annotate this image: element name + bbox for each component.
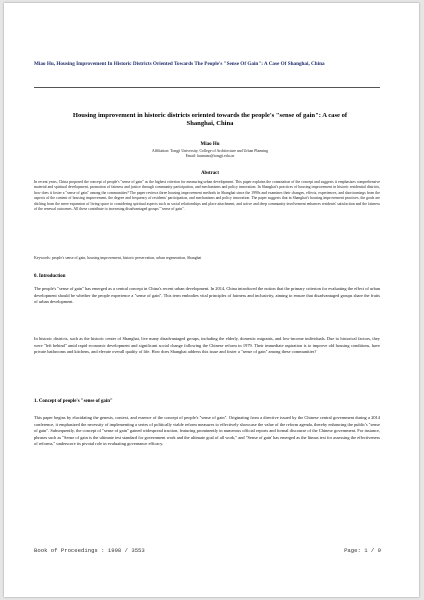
document-page (4, 3, 419, 597)
section-heading-concept: 1. Concept of people's "sense of gain" (34, 399, 113, 404)
author-email: Email: huamiao@tongji.edu.cn (185, 154, 235, 158)
keywords: Keywords: people's sense of gain, housing improvement, historic preservation, urban regeneration, Shanghai (34, 256, 202, 260)
footer-proceedings: Book of Proceedings : 1998 / 3553 (34, 547, 145, 554)
abstract-heading: Abstract (201, 171, 219, 176)
author-affiliation: Affiliation: Tongji University, College of Architecture and Urban Planning (151, 149, 269, 153)
header-rule (34, 87, 380, 88)
paragraph: The people's "sense of gain" has emerged as a central concept in China's recent urban development. In 2014, China introduced the notion that the primary criterion for evaluating the effect of urban development should be whether the people experience a "sense of gain". This term embodies vital principles of fairness and inclusivity, aiming to ensure that disadvantaged groups share the fruits of urban development. (34, 286, 380, 304)
running-header: Miao Hu, Housing Improvement In Historic Districts Oriented Towards The People's "Sense Of Gain": A Case Of Shanghai, China (34, 61, 325, 67)
abstract-text: In recent years, China proposed the concept of people's "sense of gain" as the highest criterion for measuring urban development. This paper explains the connotation of the concept and suggests it emphasizes comprehensive material and spiritual development, promotion of fairness and justice through community participation, and mechanisms and policy innovation. In Shanghai's practices of housing improvement in historic residential districts, how does it foster a "sense of gain" among the communities? The paper reviews three housing improvement methods in Shanghai since the 1990s and examines their changes, effects, experiences, and shortcomings from the aspects of the content of housing improvement, the degree and frequency of residents' participation, and mechanisms and policy innovation. The paper suggests that in Shanghai's housing improvement practices, the goals are shifting from the mere expansion of living space to considering spiritual aspects such as social relationships and place attachment, and active and deep community involvement enhances residents' satisfaction and the fairness of the renewal outcomes. All these contribute to increasing disadvantaged groups' "sense of gain". (34, 180, 380, 212)
author-name: Miao Hu (200, 142, 220, 147)
paragraph: This paper begins by elucidating the genesis, context, and essence of the concept of people's "sense of gain". Originating from a directive issued by the Chinese central government during a 2014 conference, it emphasized the necessity of implementing a series of politically viable reform measures to effectively showcase the value of the reform agenda, thereby enhancing the public's "sense of gain". Subsequently, the concept of "sense of gain" gained widespread traction, featuring prominently in numerous official reports and formal discourse of the Chinese government. For instance, phrases such as "Sense of gain is the ultimate test standard for government work and the ultimate goal of all work," and "Sense of gain' has emerged as the litmus test for assessing the effectiveness of reforms," underscore its pivotal role in evaluating governance efficacy. (34, 415, 380, 446)
section-heading-introduction: 0. Introduction (34, 274, 66, 279)
footer-page-number: Page: 1 / 9 (344, 547, 381, 554)
paper-title: Housing improvement in historic districts oriented towards the people's "sense of gain": A case of Shanghai, China (72, 112, 348, 128)
paragraph: In historic districts, such as the historic center of Shanghai, live many disadvantaged groups, including the elderly, domestic migrants, and low-income individuals. Due to historical factors, they were "left behind" amid rapid economic development and significant social change following the Chinese reform in 1979. Their immediate aspiration is to improve old housing conditions, have private bathrooms and kitchens, and elevate overall quality of life. How does Shanghai address this issue and foster a "sense of gain" among these communities? (34, 336, 380, 354)
